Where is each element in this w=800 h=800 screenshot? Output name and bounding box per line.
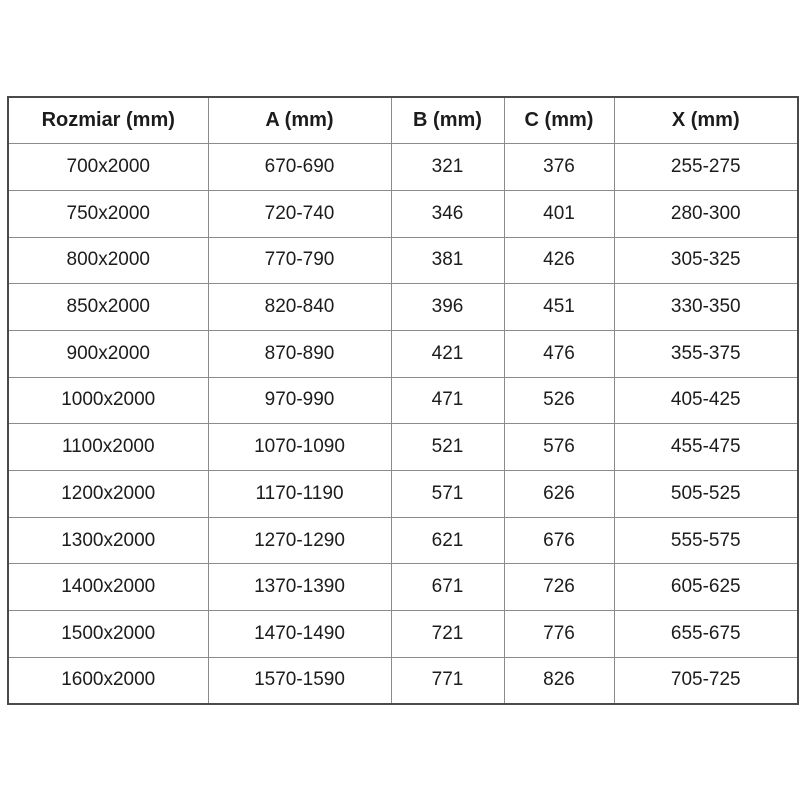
table-cell: 305-325 [614, 237, 798, 284]
table-cell: 776 [504, 611, 614, 658]
header-cell: A (mm) [208, 97, 391, 144]
table-cell: 321 [391, 144, 504, 191]
table-row [8, 611, 798, 658]
table-cell: 405-425 [614, 377, 798, 424]
table-row [8, 330, 798, 377]
table-cell: 721 [391, 611, 504, 658]
table-cell: 571 [391, 471, 504, 518]
table-cell: 970-990 [208, 377, 391, 424]
table-row [8, 377, 798, 424]
table-cell: 1300x2000 [8, 517, 208, 564]
table-cell: 505-525 [614, 471, 798, 518]
table-cell: 426 [504, 237, 614, 284]
table-cell: 1200x2000 [8, 471, 208, 518]
table-cell: 1400x2000 [8, 564, 208, 611]
table-row [8, 471, 798, 518]
table-cell: 720-740 [208, 190, 391, 237]
table-cell: 726 [504, 564, 614, 611]
table-row [8, 517, 798, 564]
table-cell: 770-790 [208, 237, 391, 284]
table-row [8, 284, 798, 331]
table-cell: 255-275 [614, 144, 798, 191]
table-cell: 555-575 [614, 517, 798, 564]
table-cell: 401 [504, 190, 614, 237]
table-cell: 330-350 [614, 284, 798, 331]
table-cell: 1070-1090 [208, 424, 391, 471]
table-cell: 900x2000 [8, 330, 208, 377]
header-cell: C (mm) [504, 97, 614, 144]
size-table [7, 96, 799, 705]
table-row [8, 657, 798, 704]
table-cell: 1600x2000 [8, 657, 208, 704]
table-cell: 1570-1590 [208, 657, 391, 704]
table-cell: 1100x2000 [8, 424, 208, 471]
table-cell: 671 [391, 564, 504, 611]
table-cell: 476 [504, 330, 614, 377]
header-cell: B (mm) [391, 97, 504, 144]
table-cell: 1170-1190 [208, 471, 391, 518]
table-cell: 451 [504, 284, 614, 331]
header-cell: Rozmiar (mm) [8, 97, 208, 144]
table-cell: 605-625 [614, 564, 798, 611]
table-cell: 471 [391, 377, 504, 424]
table-cell: 750x2000 [8, 190, 208, 237]
table-cell: 346 [391, 190, 504, 237]
table-cell: 700x2000 [8, 144, 208, 191]
table-cell: 1270-1290 [208, 517, 391, 564]
table-cell: 1470-1490 [208, 611, 391, 658]
table-row [8, 144, 798, 191]
table-cell: 850x2000 [8, 284, 208, 331]
table-cell: 396 [391, 284, 504, 331]
table-cell: 626 [504, 471, 614, 518]
table-cell: 1500x2000 [8, 611, 208, 658]
table-cell: 376 [504, 144, 614, 191]
table-cell: 355-375 [614, 330, 798, 377]
header-row [8, 97, 798, 144]
table-cell: 676 [504, 517, 614, 564]
table-cell: 381 [391, 237, 504, 284]
table-row [8, 564, 798, 611]
table-cell: 771 [391, 657, 504, 704]
table-cell: 1370-1390 [208, 564, 391, 611]
table-cell: 820-840 [208, 284, 391, 331]
table-cell: 800x2000 [8, 237, 208, 284]
table-cell: 455-475 [614, 424, 798, 471]
table-cell: 621 [391, 517, 504, 564]
table-cell: 526 [504, 377, 614, 424]
table-cell: 655-675 [614, 611, 798, 658]
table-cell: 670-690 [208, 144, 391, 191]
header-cell: X (mm) [614, 97, 798, 144]
table-cell: 521 [391, 424, 504, 471]
table-cell: 826 [504, 657, 614, 704]
table-cell: 421 [391, 330, 504, 377]
table-row [8, 190, 798, 237]
table-row [8, 424, 798, 471]
table-cell: 576 [504, 424, 614, 471]
table-cell: 705-725 [614, 657, 798, 704]
table-cell: 1000x2000 [8, 377, 208, 424]
table-cell: 870-890 [208, 330, 391, 377]
table-cell: 280-300 [614, 190, 798, 237]
table-row [8, 237, 798, 284]
